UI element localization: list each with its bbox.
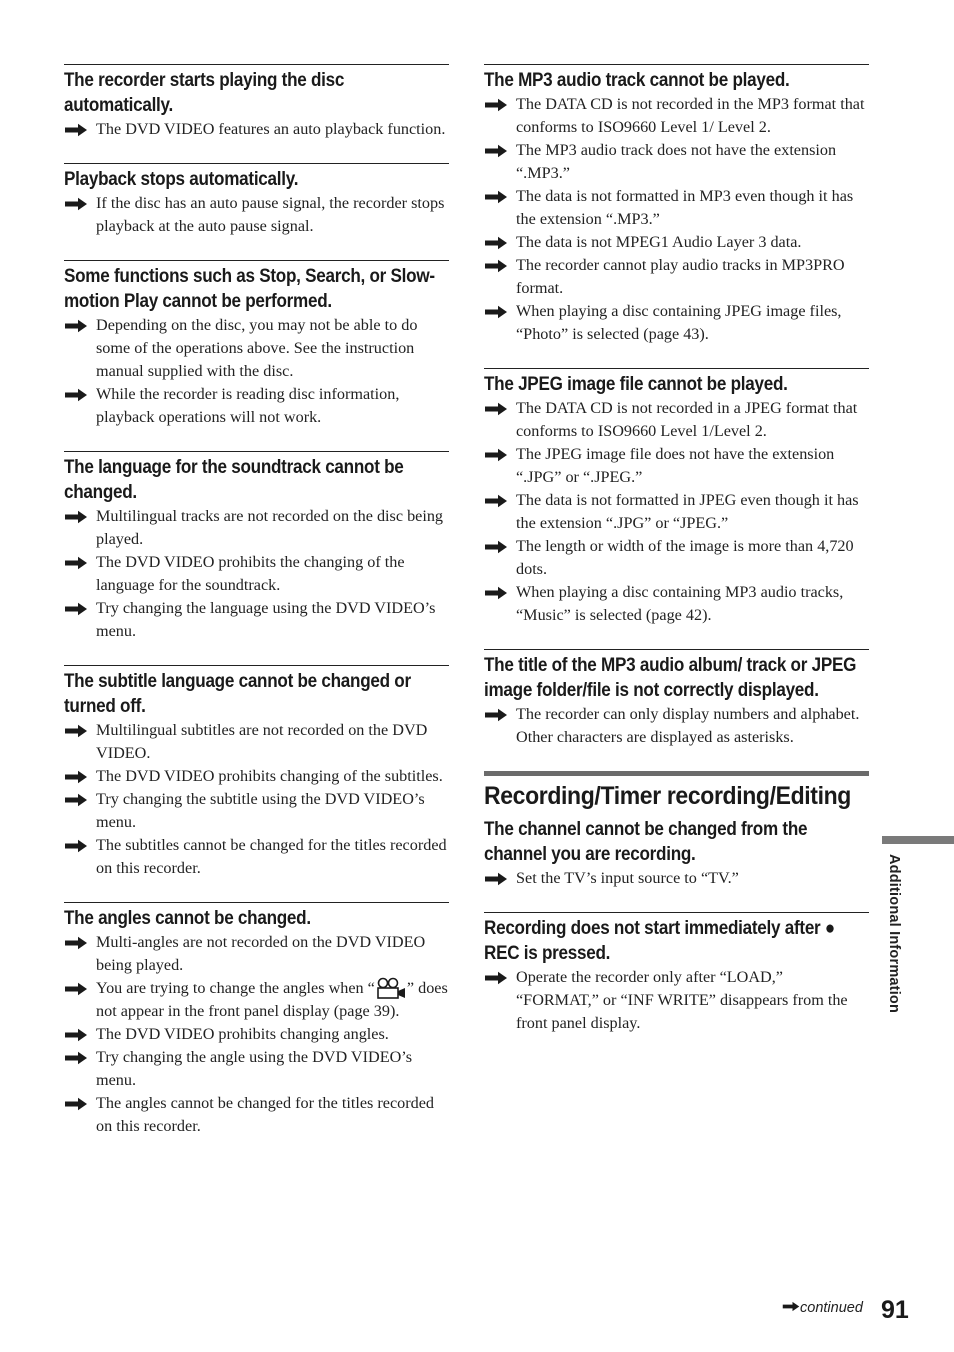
- solution-text: When playing a disc containing JPEG image files, “Photo” is selected (page 43).: [516, 302, 842, 343]
- solution-text: The MP3 audio track does not have the extension “.MP3.”: [516, 141, 837, 182]
- solution-text: The recorder cannot play audio tracks in MP3PRO format.: [516, 256, 845, 297]
- arrow-right-icon: [484, 259, 508, 273]
- solution-text: Multilingual tracks are not recorded on the disc being played.: [96, 507, 444, 548]
- solution-item: [484, 535, 869, 581]
- arrow-right-icon: [64, 1051, 88, 1065]
- solution-item: [484, 443, 869, 489]
- arrow-right-icon: [484, 586, 508, 600]
- solution-text: The data is not formatted in JPEG even though it has the extension “.JPG” or “JPEG.”: [516, 491, 859, 532]
- arrow-right-icon: [782, 1301, 800, 1312]
- arrow-right-icon: [484, 494, 508, 508]
- problem-heading: Some functions such as Stop, Search, or Slow-motion Play cannot be performed.: [64, 266, 435, 312]
- arrow-right-icon: [64, 1097, 88, 1111]
- arrow-right-icon: [484, 540, 508, 554]
- solution-item: [484, 93, 869, 139]
- left-column: [64, 64, 449, 1160]
- solution-item: [484, 185, 869, 231]
- solution-item: [484, 581, 869, 627]
- solution-item: [64, 931, 449, 977]
- solution-text: The length or width of the image is more than 4,720 dots.: [516, 537, 854, 578]
- solution-text: The DVD VIDEO prohibits changing angles.: [96, 1025, 389, 1043]
- arrow-right-icon: [64, 1028, 88, 1042]
- solution-item: [64, 383, 449, 429]
- troubleshooting-block: [484, 817, 869, 890]
- arrow-right-icon: [484, 305, 508, 319]
- arrow-right-icon: [64, 770, 88, 784]
- troubleshooting-block: [64, 902, 449, 1138]
- solution-item: [64, 788, 449, 834]
- continued-label: continued: [800, 1300, 863, 1316]
- solution-text: The DATA CD is not recorded in a JPEG format that conforms to ISO9660 Level 1/Level 2.: [516, 399, 858, 440]
- solution-text: The recorder can only display numbers and alphabet. Other characters are displayed as asterisks.: [516, 705, 860, 746]
- problem-heading: The title of the MP3 audio album/ track or JPEG image folder/file is not correctly displayed.: [484, 655, 857, 701]
- arrow-right-icon: [64, 319, 88, 333]
- arrow-right-icon: [64, 123, 88, 137]
- section-header: [484, 771, 869, 813]
- solution-text: While the recorder is reading disc information, playback operations will not work.: [96, 385, 400, 426]
- continued-note: [782, 1300, 863, 1316]
- solution-text: You are trying to change the angles when “: [96, 979, 375, 997]
- problem-heading: The channel cannot be changed from the channel you are recording.: [484, 819, 808, 865]
- solution-text: Multilingual subtitles are not recorded on the DVD VIDEO.: [96, 721, 428, 762]
- solution-item: [484, 489, 869, 535]
- problem-heading: Playback stops automatically.: [64, 169, 299, 190]
- solution-text: The angles cannot be changed for the titles recorded on this recorder.: [96, 1094, 434, 1135]
- solution-text: The subtitles cannot be changed for the titles recorded on this recorder.: [96, 836, 447, 877]
- solution-item: [484, 254, 869, 300]
- solution-item: [64, 719, 449, 765]
- solution-text: ” does not appear in the front panel display (page 39).: [96, 979, 448, 1020]
- arrow-right-icon: [64, 793, 88, 807]
- solution-item: [484, 966, 869, 1035]
- troubleshooting-block: [484, 912, 869, 1035]
- arrow-right-icon: [64, 556, 88, 570]
- solution-item: [64, 1092, 449, 1138]
- troubleshooting-block: [484, 368, 869, 627]
- solution-text: The DVD VIDEO features an auto playback function.: [96, 120, 446, 138]
- solution-item: [64, 505, 449, 551]
- solution-text: Set the TV’s input source to “TV.”: [516, 869, 739, 887]
- solution-text: The DVD VIDEO prohibits changing of the subtitles.: [96, 767, 443, 785]
- arrow-right-icon: [484, 190, 508, 204]
- arrow-right-icon: [64, 388, 88, 402]
- arrow-right-icon: [484, 448, 508, 462]
- solution-item: [64, 118, 449, 141]
- solution-item: [484, 397, 869, 443]
- solution-item: [64, 314, 449, 383]
- solution-text: Depending on the disc, you may not be able to do some of the operations above. See the instruction manual supplied with the disc.: [96, 316, 418, 380]
- troubleshooting-block: [484, 64, 869, 346]
- arrow-right-icon: [64, 602, 88, 616]
- solution-text: The data is not MPEG1 Audio Layer 3 data.: [516, 233, 802, 251]
- troubleshooting-block: [64, 163, 449, 238]
- solution-text: The DATA CD is not recorded in the MP3 format that conforms to ISO9660 Level 1/ Level 2.: [516, 95, 865, 136]
- angle-camera-icon: [375, 977, 407, 999]
- arrow-right-icon: [64, 839, 88, 853]
- right-column: [484, 64, 869, 1057]
- solution-text: The DVD VIDEO prohibits the changing of the language for the soundtrack.: [96, 553, 405, 594]
- solution-item: [64, 597, 449, 643]
- solution-text: Try changing the language using the DVD VIDEO’s menu.: [96, 599, 436, 640]
- problem-heading: The subtitle language cannot be changed or turned off.: [64, 671, 411, 717]
- solution-item: [64, 1046, 449, 1092]
- problem-heading: The JPEG image file cannot be played.: [484, 374, 788, 395]
- arrow-right-icon: [484, 98, 508, 112]
- arrow-right-icon: [64, 936, 88, 950]
- side-label: Additional Information: [886, 854, 902, 1014]
- troubleshooting-block: [64, 64, 449, 141]
- page-number: 91: [881, 1296, 909, 1324]
- arrow-right-icon: [64, 724, 88, 738]
- solution-item: [484, 139, 869, 185]
- problem-heading: The angles cannot be changed.: [64, 908, 311, 929]
- solution-item: [64, 551, 449, 597]
- solution-item: [64, 834, 449, 880]
- troubleshooting-block: [64, 665, 449, 880]
- solution-text: The data is not formatted in MP3 even though it has the extension “.MP3.”: [516, 187, 854, 228]
- arrow-right-icon: [484, 872, 508, 886]
- solution-item: [484, 300, 869, 346]
- solution-text: If the disc has an auto pause signal, the recorder stops playback at the auto pause signal.: [96, 194, 445, 235]
- problem-heading: The recorder starts playing the disc automatically.: [64, 70, 345, 116]
- troubleshooting-block: [484, 649, 869, 749]
- solution-item: [64, 765, 449, 788]
- section-title: Recording/Timer recording/Editing: [484, 782, 851, 810]
- troubleshooting-block: [64, 260, 449, 429]
- troubleshooting-block: [64, 451, 449, 643]
- problem-heading: The language for the soundtrack cannot be changed.: [64, 457, 404, 503]
- solution-text: When playing a disc containing MP3 audio tracks, “Music” is selected (page 42).: [516, 583, 844, 624]
- arrow-right-icon: [484, 708, 508, 722]
- solution-text: The JPEG image file does not have the extension “.JPG” or “.JPEG.”: [516, 445, 835, 486]
- solution-text: Try changing the subtitle using the DVD VIDEO’s menu.: [96, 790, 425, 831]
- solution-item: [64, 1023, 449, 1046]
- arrow-right-icon: [484, 402, 508, 416]
- solution-item: [484, 867, 869, 890]
- side-tab-marker: [882, 836, 954, 844]
- solution-item: [64, 192, 449, 238]
- arrow-right-icon: [64, 197, 88, 211]
- arrow-right-icon: [484, 971, 508, 985]
- solution-text: Operate the recorder only after “LOAD,” “FORMAT,” or “INF WRITE” disappears from the front panel display.: [516, 968, 848, 1032]
- solution-text: Try changing the angle using the DVD VIDEO’s menu.: [96, 1048, 413, 1089]
- solution-item: [484, 231, 869, 254]
- arrow-right-icon: [64, 982, 88, 996]
- problem-heading: The MP3 audio track cannot be played.: [484, 70, 790, 91]
- arrow-right-icon: [64, 510, 88, 524]
- arrow-right-icon: [484, 144, 508, 158]
- problem-heading: Recording does not start immediately after ● REC is pressed.: [484, 918, 835, 964]
- solution-item: [64, 977, 449, 1023]
- solution-item: [484, 703, 869, 749]
- arrow-right-icon: [484, 236, 508, 250]
- solution-text: Multi-angles are not recorded on the DVD VIDEO being played.: [96, 933, 426, 974]
